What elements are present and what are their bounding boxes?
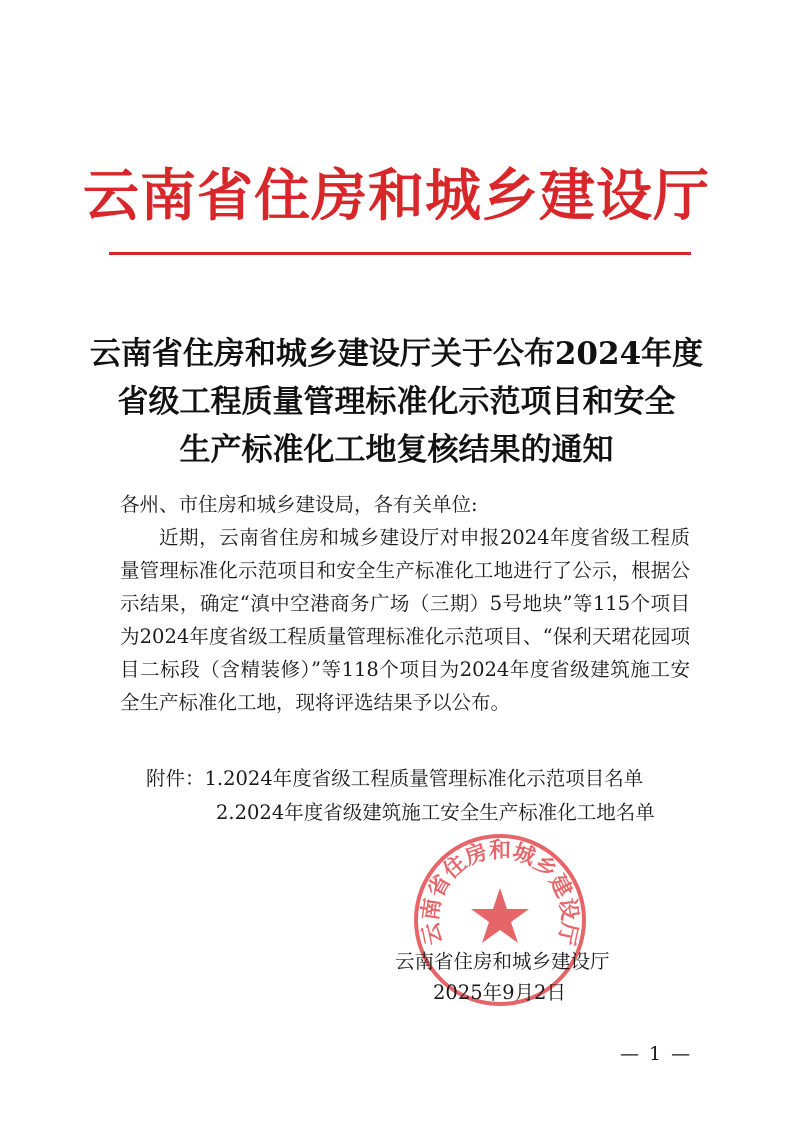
- attachment-item-1: 附件：1.2024年度省级工程质量管理标准化示范项目名单: [146, 767, 644, 790]
- issuer: 云南省住房和城乡建设厅: [395, 950, 610, 973]
- letterhead-red-rule: [109, 252, 691, 255]
- issue-date: 2025年9月2日: [433, 981, 566, 1004]
- document-title-line-1: 云南省住房和城乡建设厅关于公布2024年度: [89, 336, 704, 372]
- seal-text: 云南省住房和城乡建设厅: [418, 838, 582, 948]
- body-paragraph: 近期，云南省住房和城乡建设厅对申报2024年度省级工程质量管理标准化示范项目和安全生产标准化工地进行了公示，根据公示结果，确定“滇中空港商务广场（三期）5号地块”等115个项目为2024年度省级工程质量管理标准化示范项目、“保利天珺花园项目二标段（含精装修）”等118个项目为2024年度省级建筑施工安全生产标准化工地，现将评选结果予以公布。: [120, 526, 690, 714]
- letterhead-title: 云南省住房和城乡建设厅: [83, 164, 710, 229]
- page-number: — 1 —: [620, 1043, 693, 1065]
- attachment-item-2: 2.2024年度省级建筑施工安全生产标准化工地名单: [216, 801, 655, 824]
- document-title-line-2: 省级工程质量管理标准化示范项目和安全: [117, 384, 676, 420]
- document-title-line-3: 生产标准化工地复核结果的通知: [179, 432, 614, 468]
- salutation: 各州、市住房和城乡建设局，各有关单位:: [120, 493, 478, 516]
- document-title: [60, 330, 733, 474]
- seal-star-icon: [471, 888, 529, 943]
